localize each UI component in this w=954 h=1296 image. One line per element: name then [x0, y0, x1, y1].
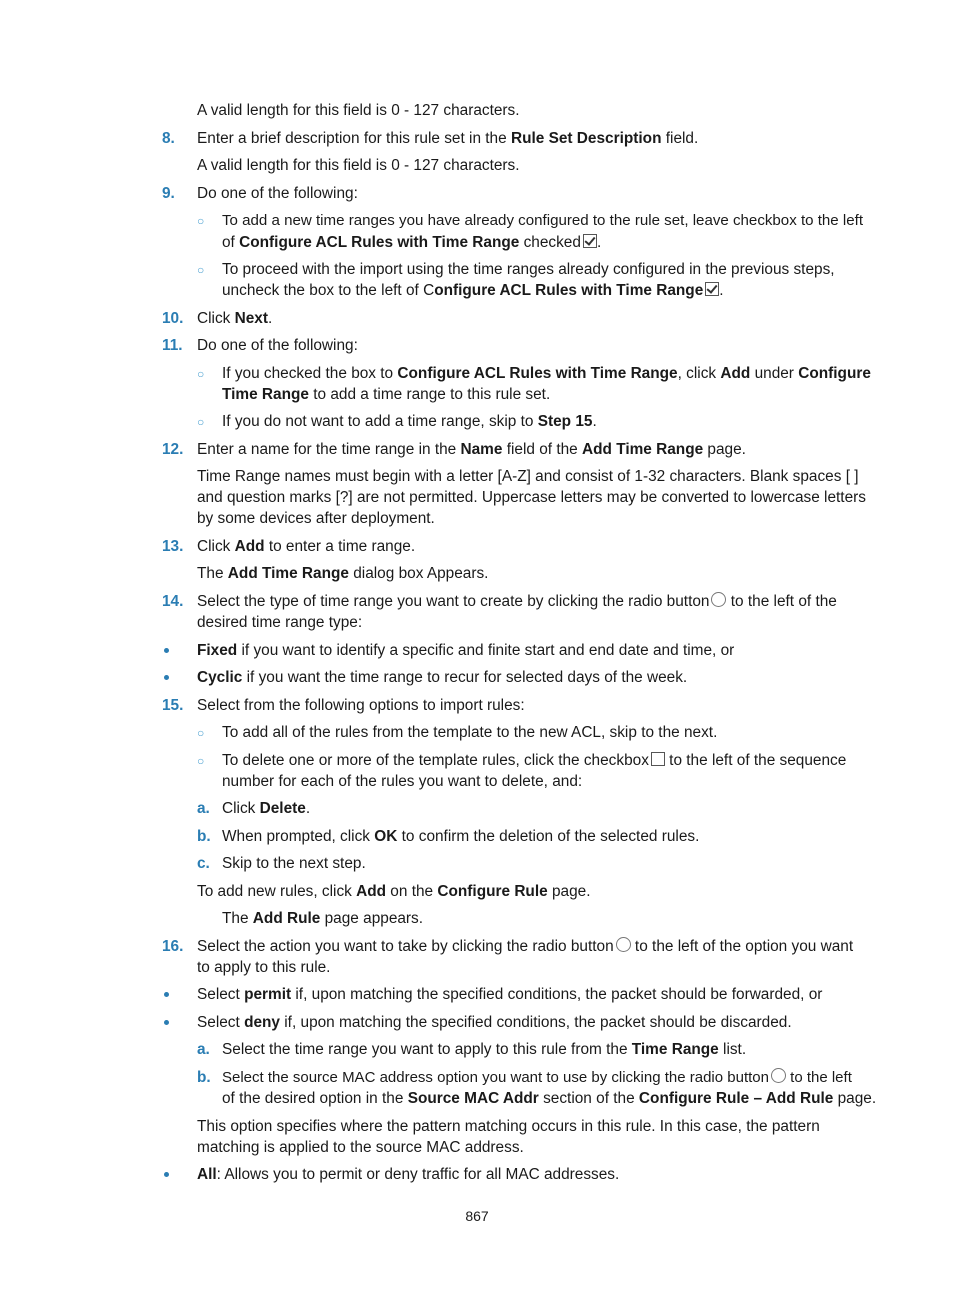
substep-text: Select the source MAC address option you want to use by clicking the radio button to the left — [222, 1069, 852, 1086]
step-number: 8. — [162, 130, 175, 147]
step-number: 11. — [162, 337, 183, 354]
step-number: 14. — [162, 593, 184, 610]
body-text: A valid length for this field is 0 - 127 characters. — [197, 157, 520, 174]
substep-text: When prompted, click OK to confirm the deletion of the selected rules. — [222, 828, 700, 845]
radio-button-icon — [616, 937, 631, 952]
radio-button-icon — [711, 592, 726, 607]
radio-button-icon — [771, 1068, 786, 1083]
step-text: Enter a name for the time range in the Name field of the Add Time Range page. — [197, 441, 746, 458]
sub-item-text: number for each of the rules you want to delete, and: — [222, 773, 583, 790]
step-text: Do one of the following: — [197, 185, 358, 202]
body-text: matching is applied to the source MAC address. — [197, 1139, 524, 1156]
page-number: 867 — [465, 1208, 489, 1224]
substep-letter: a. — [197, 1041, 210, 1058]
sub-item-text: To add all of the rules from the template to the new ACL, skip to the next. — [222, 724, 718, 741]
circle-bullet-icon: ○ — [197, 214, 205, 228]
substep-text: Click Delete. — [222, 800, 311, 817]
body-text: A valid length for this field is 0 - 127 characters. — [197, 102, 520, 119]
substep-letter: b. — [197, 1069, 211, 1086]
substep-text: Select the time range you want to apply to this rule from the Time Range list. — [222, 1041, 747, 1058]
bullet-text: All: Allows you to permit or deny traffic for all MAC addresses. — [197, 1166, 620, 1183]
body-text: and question marks [?] are not permitted. Uppercase letters may be converted to lowercase letters — [197, 489, 866, 506]
circle-bullet-icon: ○ — [197, 415, 205, 429]
bullet-text: Cyclic if you want the time range to recur for selected days of the week. — [197, 669, 688, 686]
substep-letter: c. — [197, 855, 210, 872]
step-number: 12. — [162, 441, 184, 458]
circle-bullet-icon: ○ — [197, 754, 205, 768]
body-text: This option specifies where the pattern matching occurs in this rule. In this case, the pattern — [197, 1118, 820, 1135]
checkbox-icon — [651, 752, 665, 766]
sub-item-text: Time Range to add a time range to this rule set. — [222, 386, 551, 403]
step-text: Click Add to enter a time range. — [197, 538, 416, 555]
body-text: To add new rules, click Add on the Configure Rule page. — [197, 883, 591, 900]
bullet-dot-icon — [164, 1172, 169, 1177]
sub-item-text: To delete one or more of the template rules, click the checkbox to the left of the sequence — [222, 752, 847, 769]
checked-checkbox-icon — [705, 282, 719, 296]
step-text: to apply to this rule. — [197, 959, 331, 976]
step-number: 10. — [162, 310, 184, 327]
body-text: Time Range names must begin with a letter [A-Z] and consist of 1-32 characters. Blank spaces [ ] — [197, 468, 859, 485]
bullet-text: Select permit if, upon matching the specified conditions, the packet should be forwarded, or — [197, 986, 823, 1003]
body-text: by some devices after deployment. — [197, 510, 435, 527]
circle-bullet-icon: ○ — [197, 263, 205, 277]
body-text: The Add Rule page appears. — [222, 910, 424, 927]
substep-letter: a. — [197, 800, 210, 817]
circle-bullet-icon: ○ — [197, 726, 205, 740]
bullet-dot-icon — [164, 1020, 169, 1025]
sub-item-text: If you do not want to add a time range, skip to Step 15. — [222, 413, 597, 430]
bullet-text: Select deny if, upon matching the specified conditions, the packet should be discarded. — [197, 1014, 792, 1031]
step-text: Select the type of time range you want to create by clicking the radio button to the left of the — [197, 593, 837, 610]
circle-bullet-icon: ○ — [197, 367, 205, 381]
step-number: 9. — [162, 185, 175, 202]
bullet-dot-icon — [164, 675, 169, 680]
body-text: The Add Time Range dialog box Appears. — [197, 565, 489, 582]
substep-letter: b. — [197, 828, 211, 845]
sub-item-text: uncheck the box to the left of Configure ACL Rules with Time Range . — [222, 282, 724, 299]
step-text: Click Next. — [197, 310, 273, 327]
checked-checkbox-icon — [583, 234, 597, 248]
bullet-text: Fixed if you want to identify a specific and finite start and end date and time, or — [197, 642, 735, 659]
step-number: 13. — [162, 538, 184, 555]
bullet-dot-icon — [164, 648, 169, 653]
step-number: 15. — [162, 697, 184, 714]
step-text: desired time range type: — [197, 614, 363, 631]
sub-item-text: To proceed with the import using the time ranges already configured in the previous steps, — [222, 261, 835, 278]
step-text: Select from the following options to import rules: — [197, 697, 525, 714]
sub-item-text: of Configure ACL Rules with Time Range checked . — [222, 234, 602, 251]
step-text: Enter a brief description for this rule set in the Rule Set Description field. — [197, 130, 699, 147]
step-number: 16. — [162, 938, 184, 955]
substep-text: Skip to the next step. — [222, 855, 366, 872]
sub-item-text: To add a new time ranges you have already configured to the rule set, leave checkbox to the left — [222, 212, 864, 229]
bullet-dot-icon — [164, 992, 169, 997]
step-text: Do one of the following: — [197, 337, 358, 354]
step-text: Select the action you want to take by clicking the radio button to the left of the option you want — [197, 938, 854, 955]
substep-text: of the desired option in the Source MAC Addr section of the Configure Rule – Add Rule page. — [222, 1090, 877, 1107]
sub-item-text: If you checked the box to Configure ACL Rules with Time Range, click Add under Configure — [222, 365, 871, 382]
